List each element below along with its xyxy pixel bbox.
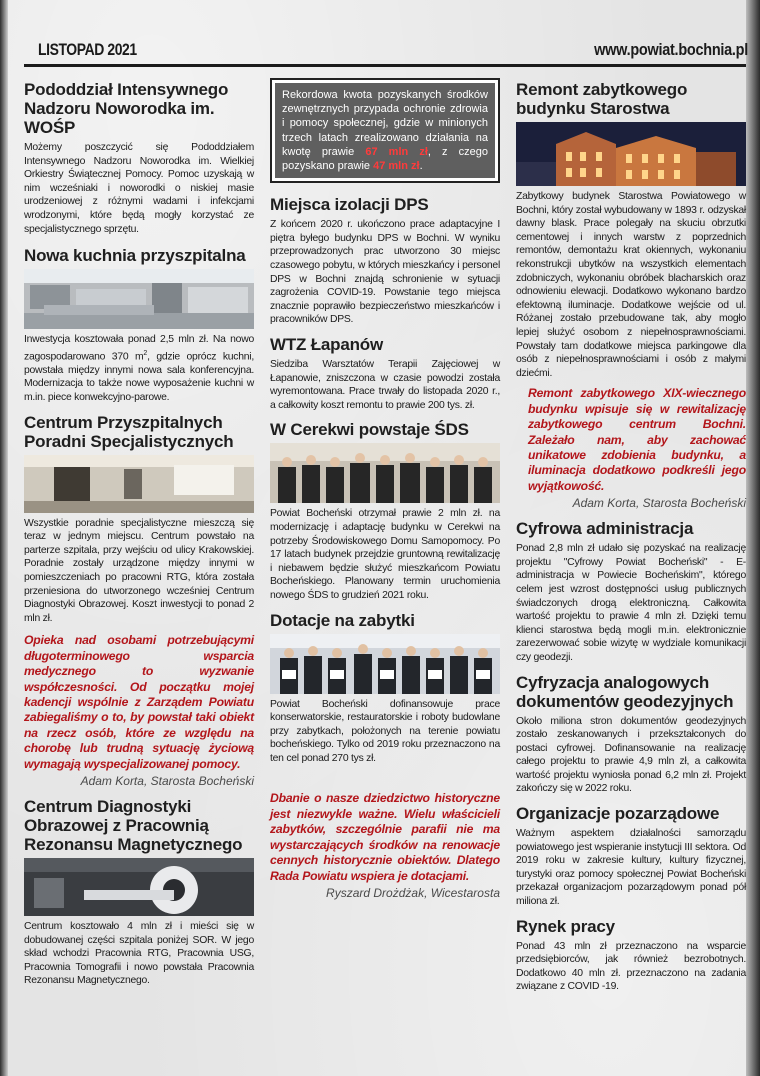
header-rule bbox=[24, 64, 746, 67]
ngo-title: Organizacje pozarządowe bbox=[516, 804, 720, 824]
geodesy-title: Cyfryzacja analogowych dokumentów geodezyjnych bbox=[516, 672, 734, 711]
imaging-text: Centrum kosztowało 4 mln zł i mieści się w dobudowanej części szpitala poniżej SOR. W jego skład wchodzi Pracownia RTG, Pracownia USG, Pracownia Tomografii i nowo powstała Pracownia Rezonansu Magnetycznego. bbox=[24, 921, 254, 987]
clinics-title: Centrum Przyszpitalnych Poradni Specjalistycznych bbox=[24, 412, 234, 451]
digital-admin-title: Cyfrowa administracja bbox=[516, 519, 694, 539]
kitchen-text: Inwestycja kosztowała ponad 2,5 mln zł. Na nowo zagospodarowano 370 $m^2$, gdzie oprócz kuchni, powstała między innymi nowa sala konferencyjna. Modernizacja to także nowe wyposażenie kuchni w m.in. piece konwekcyjno-parowe. bbox=[24, 334, 255, 403]
starostwo-building-photo bbox=[516, 122, 746, 186]
labour-market-title: Rynek pracy bbox=[516, 916, 615, 936]
imaging-title: Centrum Diagnostyki Obrazowej z Pracownią Rezonansu Magnetycznego bbox=[24, 797, 243, 854]
starostwo-text: Zabytkowy budynek Starostwa Powiatowego w Bochni, który został wybudowany w 1893 r. odzyskał dawny blask. Prace polegały na skuciu obrzutki cementowej i innych warstw z poprzednich remontów, demontażu krat okiennych, wykonaniu rekonstrukcji ubytków na wszystkich elementach zdobniczych, wykonaniu obróbek blacharskich oraz odnowieniu elewacji. Dodatkowo wykonano bardzo efektowną iluminacje. Dodatkowe wejście od ul. Różanej zostało przebudowane tak, aby mogło lepiej służyć osobom z niepełnosprawnościami. Powstały tam dodatkowe miejsca parkingowe dla osób z niepełnosprawnościami i osób z małymi dziećmi. bbox=[516, 191, 746, 379]
sds-text: Powiat Bocheński otrzymał prawie 2 mln zł. na modernizację i adaptację budynku w Cerekwi na potrzeby Środowiskowego Domu Samopomocy. Po 17 latach budynek przejdzie gruntowną rewitalizację i niebawem będzie służyć mieszkańcom Powiatu Bocheńskiego. Planowany termin uruchomienia nowego ŚDS to grudzień 2021 roku. bbox=[270, 508, 500, 601]
dps-title: Miejsca izolacji DPS bbox=[270, 195, 429, 215]
nicu-title: Pododdział Intensywnego Nadzoru Noworodka im. WOŚP bbox=[24, 80, 229, 137]
clinics-photo bbox=[24, 455, 254, 513]
column-right bbox=[516, 72, 746, 1000]
page-shadow-right bbox=[746, 0, 760, 1076]
page-shadow-left bbox=[0, 0, 8, 1076]
mri-photo bbox=[24, 858, 254, 916]
funding-highlight-box bbox=[270, 78, 500, 183]
quote-starosta-health: Opieka nad osobami potrzebującymi długoterminowego wsparcia medycznego to wyzwanie współczesności. Od początku mojej kadencji wspólnie z Zarządem Powiatu zabiegaliśmy o to, by powstał taki obiekt na rzecz osób, które ze względu na chorobę lub trudną sytuację życiową wymagają wyspecjalizowanej pomocy. bbox=[24, 633, 254, 771]
ngo-text: Ważnym aspektem działalności samorządu powiatowego jest wspieranie instytucji III sektora. Od 2019 roku w zakresie kultury, kultury fizycznej, turystyki oraz pomocy społecznej Powiat Bocheński przekazał organizacjom pozarządowym ponad pół miliona zł. bbox=[516, 828, 746, 908]
monuments-group-photo bbox=[270, 634, 500, 694]
kitchen-photo bbox=[24, 269, 254, 329]
monuments-text: Powiat Bocheński dofinansowuje prace konserwatorskie, restauratorskie i roboty budowlane przy zabytkach, położonych na terenie powiatu bocheńskiego. Tylko od 2019 roku przeznaczono na ten cel ponad 270 tys zł. bbox=[270, 698, 500, 764]
sds-title: W Cerekwi powstaje ŚDS bbox=[270, 420, 469, 440]
quote-author-vice-starosta: Ryszard Drożdżak, Wicestarosta bbox=[326, 885, 500, 900]
dps-text: Z końcem 2020 r. ukończono prace adaptacyjne I piętra byłego budynku DPS w Bochni. W wyniku przeprowadzonych prac utworzono 30 miejsc czasowego pobytu, w których mieszkańcy i personel DPS w Bochni znajdą schronienie w sytuacji zagrożenia COVID-19. Powstanie tego miejsca znacznie poprawiło bezpieczeństwo mieszkańców i pracowników DPS. bbox=[270, 219, 500, 326]
kitchen-title: Nowa kuchnia przyszpitalna bbox=[24, 246, 246, 266]
monuments-title: Dotacje na zabytki bbox=[270, 610, 415, 630]
clinics-text: Wszystkie poradnie specjalistyczne mieszczą się teraz w jednym miejscu. Centrum powstało na parterze szpitala, przy wejściu od ulicy Krakowskiej. Poradnie zostały urządzone między innymi w pomieszczeniach po pracowni RTG, która została przeniesiona do utworzonego wcześniej Centrum Diagnostyki Obrazowej. Koszt inwestycji to ponad 2 mln zł. bbox=[24, 517, 254, 624]
digital-admin-text: Ponad 2,8 mln zł udało się pozyskać na realizację projektu "Cyfrowy Powiat Bocheński" - E-administracja w Powiecie Bocheńskim", którego celem jest wzrost dostępności usług publicznych świadczonych drogą elektroniczną. Całkowita wartość projektu to prawie 4 mln zł. Dzięki temu klienci starostwa będą mogli m.in. elektronicznie zarezerwować sobie wizytę w wydziale komunikacji czy geodezji. bbox=[516, 543, 746, 663]
wtz-title: WTZ Łapanów bbox=[270, 334, 384, 354]
quote-author-starosta: Adam Korta, Starosta Bocheński bbox=[80, 774, 254, 788]
quote-author-starosta-building: Adam Korta, Starosta Bocheński bbox=[572, 496, 746, 511]
quote-starosta-building: Remont zabytkowego XIX-wiecznego budynku wpisuje się w rewitalizację zabytkowego centrum Bochni. Zależało nam, aby zachować unikatowe zdobienia budynku, a iluminacja dodatkowo podkreśli jego wyjątkowość. bbox=[528, 386, 746, 493]
column-left bbox=[24, 72, 254, 994]
column-middle bbox=[270, 72, 500, 909]
funding-highlight-text: Rekordowa kwota pozyskanych środków zewnętrznych przypada ochronie zdrowia i pomocy społecznej, gdzie w minionych trzech latach zrealizowano działania na kwotę prawie 67 mln zł, z czego pozyskano prawie 47 mln zł. bbox=[275, 83, 495, 178]
page-header bbox=[38, 40, 748, 64]
geodesy-text: Około miliona stron dokumentów geodezyjnych zostało zeskanowanych i przekształconych do postaci cyfrowej. Dofinansowanie na realizację całego projektu to prawie 4,9 mln zł, a całkowita wartość projektu wyniosła ponad 6,2 mln zł. Projekt zakończy się w 2022 roku. bbox=[516, 715, 746, 795]
website-link[interactable]: www.powiat.bochnia.pl bbox=[594, 40, 748, 59]
wtz-text: Siedziba Warsztatów Terapii Zajęciowej w Łapanowie, zniszczona w czasie powodzi została wyremontowana. Prace trwały do listopada 2020 r., a całkowity koszt remontu to prawie 200 tys. zł. bbox=[270, 358, 500, 411]
starostwo-title: Remont zabytkowego budynku Starostwa bbox=[516, 80, 688, 118]
nicu-text: Możemy poszczycić się Pododdziałem Intensywnego Nadzoru Noworodka im. Wielkiej Orkiestry Świątecznej Pomocy. Pomoc uzyskają w nim wcześniaki i noworodki o niskiej masie urodzeniowej z różnymi wadami i infekcjami wrodzonymi, które będą mogły korzystać ze specjalistycznego sprzętu. bbox=[24, 142, 254, 235]
quote-vice-starosta: Dbanie o nasze dziedzictwo historyczne jest niezwykle ważne. Wielu właścicieli zabytków, szczególnie parafii nie ma wystarczających środków na renowacje cennych historycznie obiektów. Dlatego Rada Powiatu wspiera je dotacjami. bbox=[270, 791, 500, 883]
issue-label: LISTOPAD 2021 bbox=[38, 40, 137, 59]
labour-market-text: Ponad 43 mln zł przeznaczono na wsparcie przedsiębiorców, jak również bezrobotnych. Dodatkowo 40 mln zł. przeznaczono na zadania związane z COVID -19. bbox=[516, 940, 746, 993]
sds-group-photo bbox=[270, 443, 500, 503]
